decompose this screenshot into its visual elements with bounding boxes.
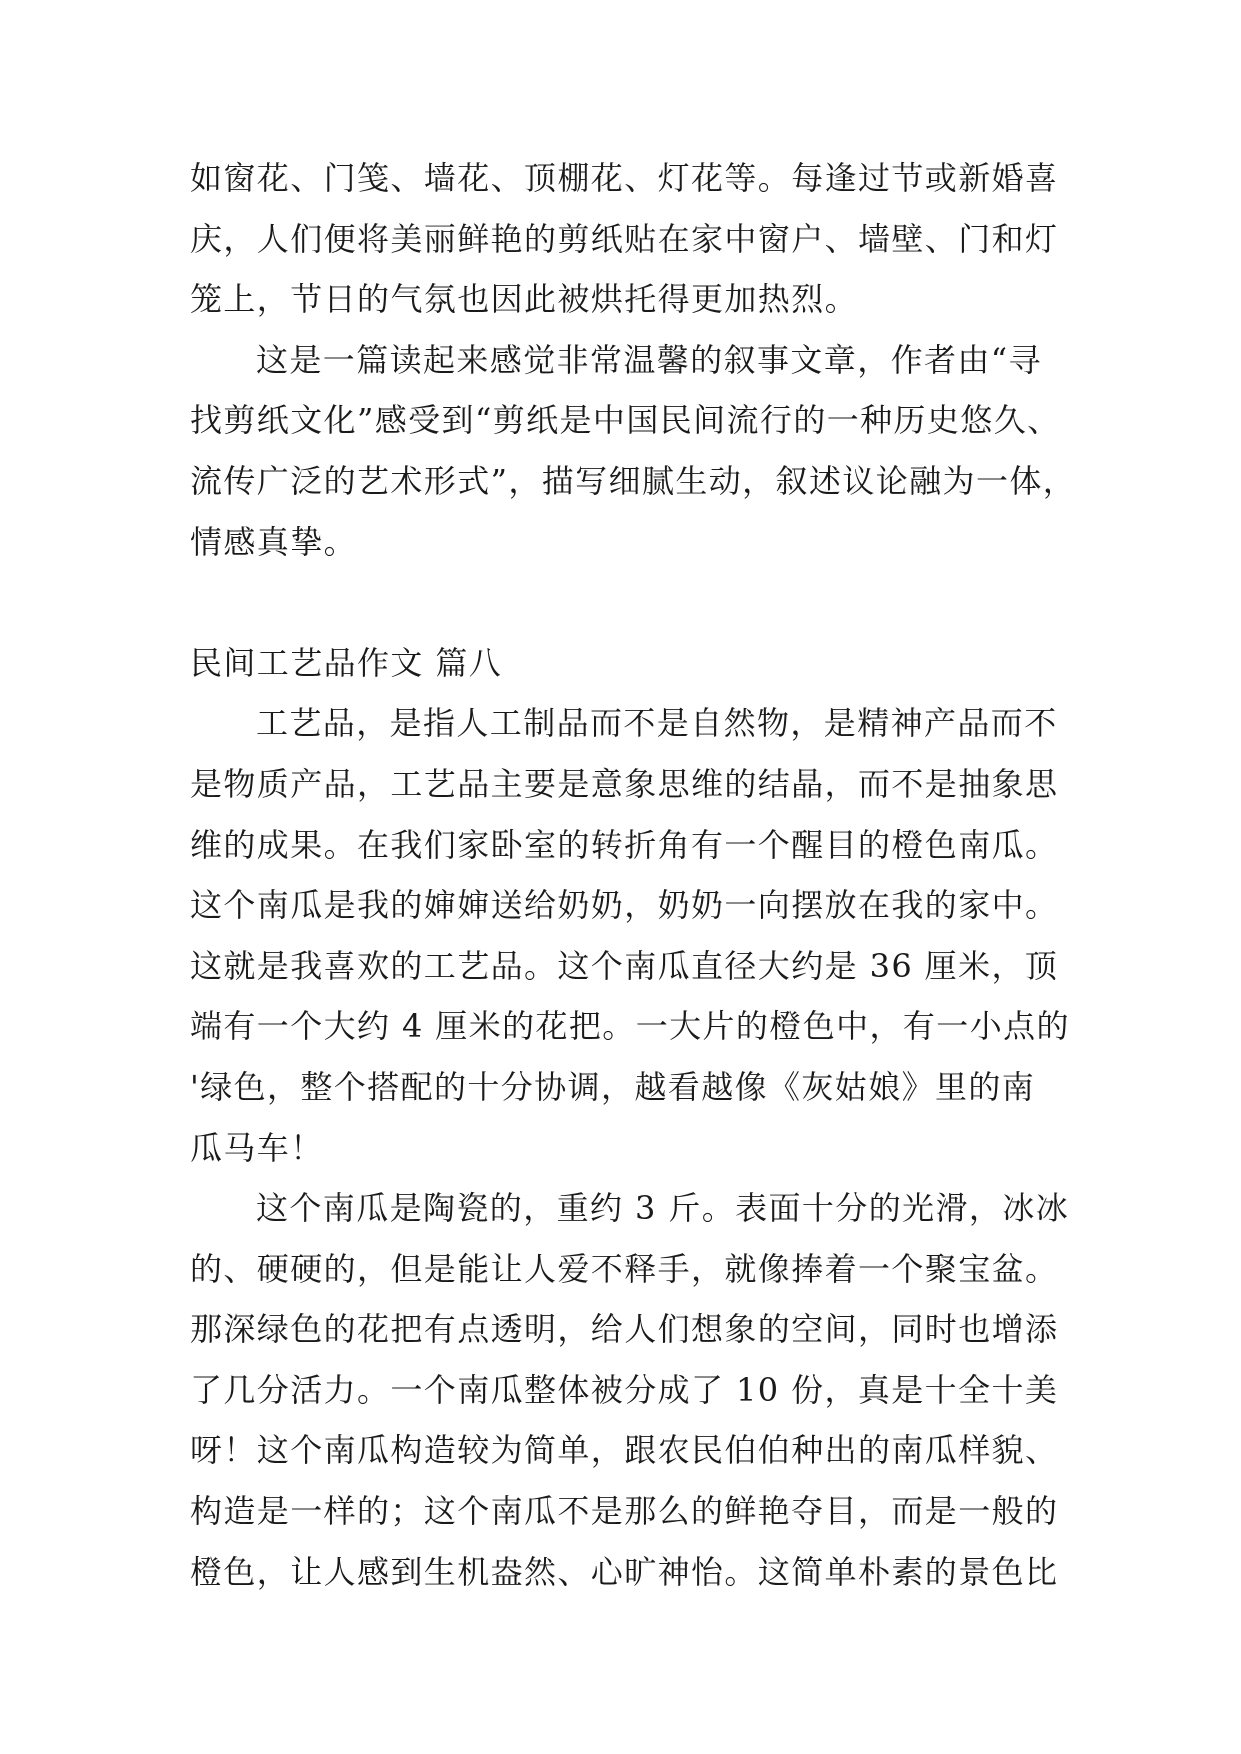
text-line: 那深绿色的花把有点透明，给人们想象的空间，同时也增添 [190,1310,1059,1349]
text-line: 这个南瓜是我的婶婶送给奶奶，奶奶一向摆放在我的家中。 [190,886,1059,925]
text-line: '绿色，整个搭配的十分协调，越看越像《灰姑娘》里的南 [190,1067,1036,1106]
text-line: 了几分活力。一个南瓜整体被分成了 10 份，真是十全十美 [190,1370,1059,1409]
document-body [190,148,1077,1602]
text-line: 端有一个大约 4 厘米的花把。一大片的橙色中，有一小点的 [190,1007,1070,1046]
text-line: 工艺品，是指人工制品而不是自然物，是精神产品而不 [256,704,1058,743]
text-line: 流传广泛的艺术形式”，描写细腻生动，叙述议论融为一体， [190,461,1077,500]
text-line: 笼上，节日的气氛也因此被烘托得更加热烈。 [190,280,859,319]
paragraph-description [190,1178,1070,1602]
section-heading: 民间工艺品作文 篇八 [190,643,503,682]
text-line: 构造是一样的；这个南瓜不是那么的鲜艳夺目，而是一般的 [190,1492,1059,1531]
text-line: 这就是我喜欢的工艺品。这个南瓜直径大约是 36 厘米，顶 [190,946,1059,985]
paragraph-gap [190,572,1050,633]
text-line: 橙色，让人感到生机盎然、心旷神怡。这简单朴素的景色比 [190,1552,1059,1591]
text-line: 这是一篇读起来感觉非常温馨的叙事文章，作者由“寻 [256,340,1042,379]
paragraph-continuation [190,148,1059,330]
text-line: 呀！这个南瓜构造较为简单，跟农民伯伯种出的南瓜样貌、 [190,1431,1059,1470]
text-line: 瓜马车！ [190,1128,324,1167]
text-line: 如窗花、门笺、墙花、顶棚花、灯花等。每逢过节或新婚喜 [190,159,1059,197]
text-line: 找剪纸文化”感受到“剪纸是中国民间流行的一种历史悠久、 [190,401,1061,440]
text-line: 的、硬硬的，但是能让人爱不释手，就像捧着一个聚宝盆。 [190,1249,1059,1288]
paragraph-commentary [190,330,1077,572]
text-line: 维的成果。在我们家卧室的转折角有一个醒目的橙色南瓜。 [190,825,1059,864]
paragraph-intro [190,693,1070,1178]
text-line: 庆，人们便将美丽鲜艳的剪纸贴在家中窗户、墙壁、门和灯 [190,219,1059,258]
text-line: 这个南瓜是陶瓷的，重约 3 斤。表面十分的光滑，冰冰 [256,1189,1070,1228]
text-line: 情感真挚。 [190,522,358,561]
text-line: 是物质产品，工艺品主要是意象思维的结晶，而不是抽象思 [190,764,1059,803]
